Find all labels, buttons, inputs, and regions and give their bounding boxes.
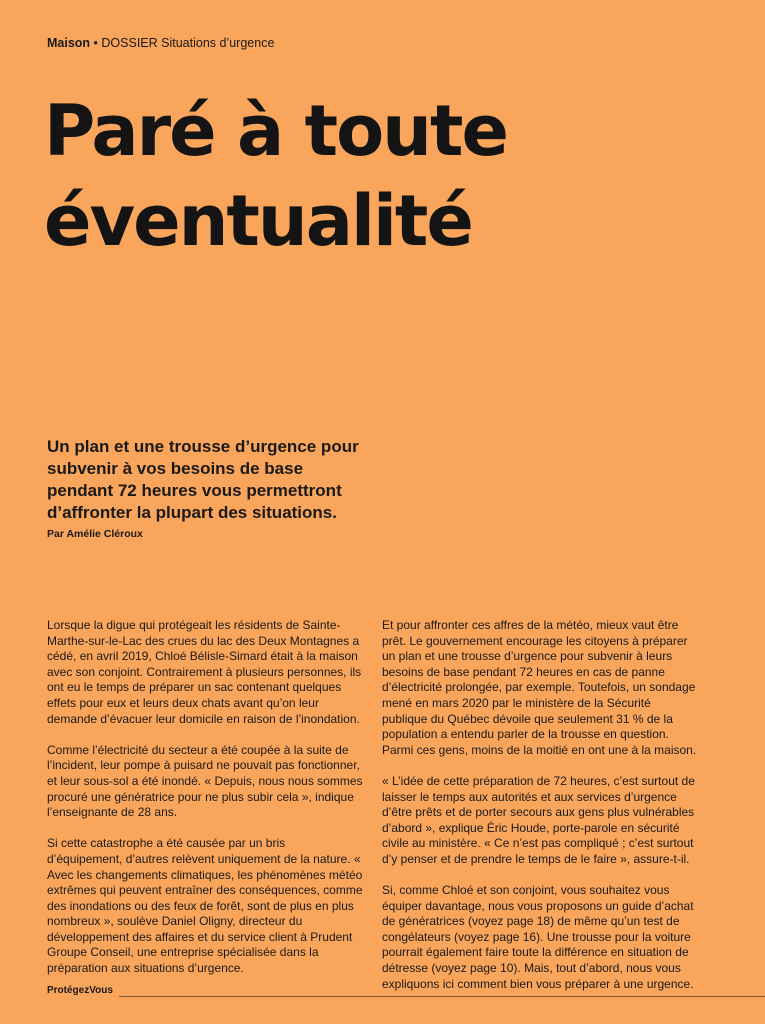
body-paragraph: Si, comme Chloé et son conjoint, vous souhaitez vous équiper davantage, nous vous proposons un guide d’achat de génératrices (voyez page 18) de même qu’un test de congélateurs (voyez page 16). Une trousse pour la voiture pourrait également faire toute la différence en situation de détresse (voyez page 10). Mais, tout d’abord, nous vous expliquons ici comment bien vous préparer à une urgence. <box>382 883 694 991</box>
section-name: Maison <box>47 36 91 50</box>
article-byline: Par Amélie Cléroux <box>47 528 143 540</box>
body-paragraph: Si cette catastrophe a été causée par un bris d’équipement, d’autres relèvent uniquement de la nature. « Avec les changements climatiques, les phénomènes météo extrêmes qui peuvent entraîner des conséquences, comme des inondations ou des feux de forêt, sont de plus en plus nombreux », soulève Daniel Oligny, directeur du développement des affaires et du service client à Prudent Groupe Conseil, une entreprise spécialisée dans la préparation aux situations d’urgence. <box>47 836 363 976</box>
publication-footer: ProtégezVous <box>47 985 119 997</box>
title-line-1: Paré à toute <box>44 90 507 172</box>
body-paragraph: Comme l’électricité du secteur a été coupée à la suite de l’incident, leur pompe à puisard ne pouvait pas fonctionner, et leur sous-sol a été inondé. « Depuis, nous nous sommes procuré une génératrice pour ne plus subir cela », indique l’enseignante de 28 ans. <box>47 742 363 820</box>
dossier-label: DOSSIER Situations d’urgence <box>101 36 275 50</box>
body-column-left <box>47 618 363 992</box>
header-separator: • <box>90 36 102 50</box>
footer-rule <box>47 996 765 997</box>
body-paragraph: Lorsque la digue qui protégeait les résidents de Sainte-Marthe-sur-le-Lac des crues du lac des Deux Montagnes a cédé, en avril 2019, Chloé Bélisle-Simard était à la maison avec son conjoint. Contrairement à plusieurs personnes, ils ont eu le temps de préparer un sac contenant quelques effets pour eux et leurs deux chats avant qu’on leur demande d’évacuer leur domicile en raison de l’inondation. <box>47 618 362 726</box>
article-lede: Un plan et une trousse d’urgence pour subvenir à vos besoins de base pendant 72 heures vous permettront d’affronter la plupart des situations. <box>47 437 359 522</box>
title-line-2: éventualité <box>44 180 472 262</box>
body-paragraph: « L’idée de cette préparation de 72 heures, c’est surtout de laisser le temps aux autorités et aux services d’urgence d’être prêts et de porter secours aux gens plus vulnérables d’abord », explique Éric Houde, porte-parole en sécurité civile au ministère. « Ce n’est pas compliqué ; c’est surtout d’y penser et de prendre le temps de le faire », assure-t-il. <box>382 773 695 866</box>
body-paragraph: Et pour affronter ces affres de la météo, mieux vaut être prêt. Le gouvernement encourage les citoyens à préparer un plan et une trousse d’urgence pour subvenir à leurs besoins de base pendant 72 heures en cas de panne d’électricité prolongée, par exemple. Toutefois, un sondage mené en mars 2020 par le ministère de la Sécurité publique du Québec dévoile que seulement 31 % de la population a entendu parler de la trousse en question. Parmi ces gens, moins de la moitié en ont une à la maison. <box>382 618 697 757</box>
body-column-right <box>382 618 698 1008</box>
article-title <box>44 86 734 266</box>
section-header <box>47 35 274 51</box>
